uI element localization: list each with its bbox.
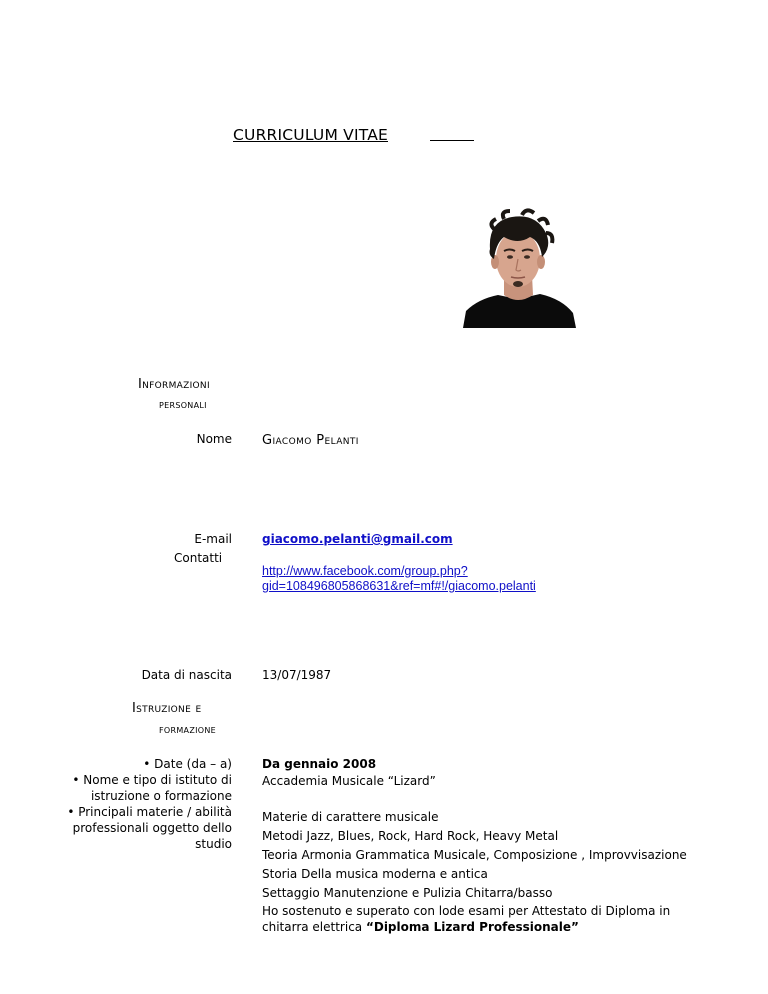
email-label: E-mail [194,532,232,546]
diploma-line-prefix: chitarra elettrica [262,920,366,934]
contacts-label: Contatti [174,551,223,565]
section-heading-personal-1: Informazioni [138,377,210,392]
section-heading-education-1: Istruzione e [132,701,202,716]
subject-line: Settaggio Manutenzione e Pulizia Chitarra/basso [262,886,553,900]
education-labels [67,756,232,852]
education-institute-value: Accademia Musicale “Lizard” [262,774,436,788]
education-dates-value: Da gennaio 2008 [262,757,377,771]
birth-date-value: 13/07/1987 [262,668,332,682]
name-value: Giacomo Pelanti [262,433,359,448]
portrait-image [460,207,577,328]
subject-line: Storia Della musica moderna e antica [262,867,488,881]
subject-line: Ho sostenuto e superato con lode esami per Attestato di Diploma in [262,904,671,918]
diploma-line [262,920,579,934]
section-heading-education-2: formazione [159,722,217,736]
label-dates: • Date (da – a) [143,757,232,771]
diploma-title: “Diploma Lizard Professionale” [365,920,579,934]
birth-date-label: Data di nascita [141,668,232,682]
subject-line: Metodi Jazz, Blues, Rock, Hard Rock, Heavy Metal [262,829,559,843]
subject-line: Teoria Armonia Grammatica Musicale, Composizione , Improvvisazione [262,848,687,862]
profile-photo [460,207,577,328]
facebook-link-line2[interactable]: gid=108496805868631&ref=mf#!/giacomo.pelanti [262,579,536,593]
email-link[interactable]: giacomo.pelanti@gmail.com [262,532,453,546]
label-subjects-1: • Principali materie / abilità [67,805,232,819]
section-heading-personal-2: personali [159,397,207,411]
document-title: CURRICULUM VITAE [233,126,388,144]
facebook-link-line1[interactable]: http://www.facebook.com/group.php? [262,564,468,578]
name-label: Nome [196,432,232,446]
label-subjects-3: studio [195,837,232,851]
title-underline-extension [430,140,474,141]
label-institute-1: • Nome e tipo di istituto di [72,773,232,787]
label-subjects-2: professionali oggetto dello [72,821,232,835]
label-institute-2: istruzione o formazione [90,789,232,803]
subject-line: Materie di carattere musicale [262,810,439,824]
